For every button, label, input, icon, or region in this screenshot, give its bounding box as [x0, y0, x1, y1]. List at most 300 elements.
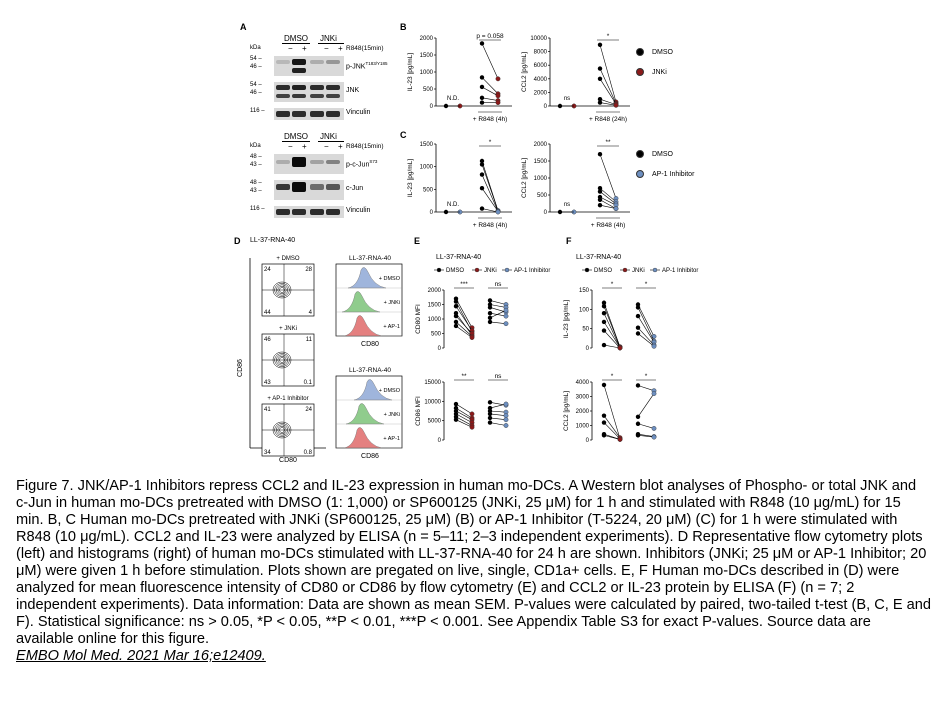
y-tick-label: 0 — [429, 104, 433, 110]
pair-line — [490, 313, 506, 316]
panel-c-letter: C — [400, 130, 407, 140]
blot-protein-label: p-c-Jun — [346, 161, 370, 169]
data-point — [636, 415, 640, 419]
legend-label: AP-1 Inhibitor — [662, 268, 699, 274]
y-tick-label: 0 — [437, 346, 441, 352]
blot-band — [326, 160, 340, 164]
quadrant-value: 28 — [305, 267, 312, 273]
y-tick-label: 5000 — [427, 418, 441, 425]
pair-line — [638, 385, 654, 390]
pair-line — [490, 305, 506, 308]
quadrant-value: 24 — [305, 407, 312, 413]
y-axis-label: IL-23 [pg/mL] — [407, 158, 414, 198]
y-tick-label: 2000 — [575, 409, 589, 415]
data-point — [602, 413, 606, 417]
blot-marker: 43 – — [250, 188, 262, 194]
pair-line — [456, 408, 472, 418]
flow-plot-label: + AP-1 Inhibitor — [267, 396, 309, 402]
legend-label: JNKi — [484, 268, 497, 274]
y-tick-label: 1000 — [419, 70, 433, 76]
blot-treatment-label: R848(15min) — [346, 45, 384, 52]
data-point — [488, 416, 492, 420]
data-point — [602, 320, 606, 324]
data-point — [652, 391, 656, 395]
quadrant-value: 4 — [308, 310, 312, 316]
blot-band — [326, 209, 340, 215]
flow-x-axis-label: CD80 — [279, 457, 297, 464]
blot-kda-label: kDa — [250, 45, 261, 51]
blot-band — [292, 209, 306, 215]
y-tick-label: 500 — [536, 193, 547, 199]
y-tick-label: 1500 — [533, 159, 547, 165]
data-point — [598, 152, 602, 156]
data-point — [496, 77, 500, 81]
western-blot-2 — [244, 130, 409, 215]
pair-line — [490, 418, 506, 420]
blot-band — [310, 209, 324, 215]
data-point — [496, 94, 500, 98]
pair-line — [600, 205, 616, 208]
data-point — [598, 203, 602, 207]
blot-band — [292, 85, 306, 90]
y-tick-label: 1500 — [419, 142, 433, 148]
blot-band — [292, 68, 306, 73]
data-point — [480, 206, 484, 210]
y-tick-label: 1000 — [419, 164, 433, 171]
blot-sign: − — [288, 142, 293, 151]
flow-y-axis-label: CD86 — [237, 359, 244, 377]
pair-line — [490, 404, 506, 408]
panel-f-charts — [562, 262, 712, 470]
annotation-right: p = 0.058 — [476, 33, 504, 40]
data-point — [454, 418, 458, 422]
data-point — [618, 346, 622, 350]
y-tick-label: 0 — [437, 438, 441, 444]
blot-band — [326, 94, 340, 98]
blot-marker: 48 – — [250, 154, 262, 160]
blot-protein-label: p-JNK — [346, 63, 366, 71]
blot-protein-label: Vinculin — [346, 109, 371, 116]
pair-line — [490, 300, 506, 304]
significance-label: ns — [494, 281, 502, 288]
blot-kda-label: kDa — [250, 143, 261, 149]
blot-protein-label: c-Jun — [346, 185, 364, 192]
blot-sign: − — [288, 44, 293, 53]
data-point — [480, 85, 484, 89]
pair-line — [482, 43, 498, 78]
data-point — [454, 320, 458, 324]
blot-band — [276, 85, 290, 90]
data-point — [598, 66, 602, 70]
blot-band — [310, 111, 324, 117]
data-point — [488, 316, 492, 320]
y-tick-label: 2000 — [427, 288, 441, 294]
blot-band — [292, 94, 306, 98]
panel-f-title: LL-37-RNA-40 — [576, 254, 622, 261]
blot-band — [276, 111, 290, 117]
pair-line — [490, 414, 506, 416]
pair-line — [600, 154, 616, 198]
legend-label: DMSO — [652, 48, 673, 56]
significance-label: *** — [460, 281, 468, 288]
data-point — [602, 304, 606, 308]
data-point — [598, 198, 602, 202]
data-point — [504, 413, 508, 417]
blot-band — [310, 184, 324, 190]
y-tick-label: 4000 — [575, 380, 589, 386]
legend-marker — [585, 268, 589, 272]
blot-sign: + — [338, 44, 343, 53]
blot-row-label — [346, 61, 387, 70]
pair-line — [482, 175, 498, 212]
pair-line — [482, 164, 498, 210]
data-point — [602, 433, 606, 437]
legend-marker — [505, 268, 509, 272]
y-tick-label: 2000 — [533, 90, 547, 97]
data-point — [636, 314, 640, 318]
quadrant-value: 46 — [264, 337, 271, 343]
figure-caption — [16, 478, 931, 665]
y-axis-label: IL-23 [pg/mL] — [407, 52, 414, 92]
y-tick-label: 500 — [422, 87, 433, 93]
panel-e-charts — [414, 262, 564, 470]
blot-band — [276, 94, 290, 98]
caption-text: Figure 7. JNK/AP-1 Inhibitors repress CCL2 and IL-23 expression in human mo-DCs. A Western blot analyses of Phospho- or total JNK and c-Jun in human mo-DCs pretreated with DMSO (1: 1,000) or SP600125 (JNKi, 25 μM) for 1 h and stimulated with R848 (10 μg/mL) for 15 min. B, C Human mo-DCs pretreated with JNKi (SP600125, 25 μM) (B) or AP-1 Inhibitor (T-5224, 20 μM) (C) for 1 h were stimulated with R848 (10 μg/mL). CCL2 and IL-23 were analyzed by ELISA (n = 5–11; 2–3 independent experiments). D Representative flow cytometry plots (left) and histograms (right) of human mo-DCs stimulated with LL-37-RNA-40 for 24 h are shown. Inhibitors (JNKi; 25 μM or AP-1 Inhibitor; 20 μM) were given 1 h before stimulation. Plots shown are pregated on live, single, CD1a+ cells. E, F Human mo-DCs described in (D) were analyzed for mean fluorescence intensity of CD80 or CD86 by flow cytometry (E) and CCL2 or IL-23 protein by ELISA (F) (n = 7; 2 independent experiments). Data information: Data are shown as mean SEM. P-values were calculated by paired, two-tailed t-test (B, C, E and F). Statistical significance: ns > 0.05, *P < 0.05, **P < 0.01, ***P < 0.001. See Appendix Table S3 for exact P-values. Source data are available online for this figure. — [16, 478, 931, 647]
y-tick-label: 2000 — [419, 36, 433, 42]
pair-line — [490, 411, 506, 412]
blot-band — [292, 157, 306, 167]
pair-line — [604, 435, 620, 439]
data-point — [504, 321, 508, 325]
data-point — [618, 437, 622, 441]
data-point — [598, 189, 602, 193]
blot-group-jnki: JNKi — [320, 132, 337, 141]
data-point — [488, 420, 492, 424]
annotation-right: * — [606, 33, 610, 40]
histogram-title: LL-37-RNA-40 — [349, 367, 391, 374]
data-point — [602, 343, 606, 347]
blot-marker: 116 – — [250, 206, 265, 212]
y-tick-label: 10000 — [424, 399, 441, 406]
legend-item — [636, 150, 673, 158]
y-axis-label: CCL2 [pg/mL] — [563, 390, 570, 432]
legend-item — [636, 48, 673, 56]
histogram-label: + JNKi — [383, 412, 400, 418]
histogram-x-label: CD86 — [361, 453, 379, 460]
y-tick-label: 6000 — [533, 63, 547, 70]
blot-row-label — [346, 185, 363, 192]
quadrant-value: 24 — [264, 267, 271, 273]
legend-label: AP-1 Inhibitor — [514, 268, 551, 274]
y-tick-label: 10000 — [530, 36, 547, 42]
blot-group-dmso: DMSO — [284, 34, 308, 43]
y-tick-label: 1000 — [575, 423, 589, 430]
legend-item — [636, 68, 667, 76]
y-axis-label: CCL2 [pg/mL] — [521, 51, 528, 93]
panel-c-il23-chart — [406, 134, 520, 234]
data-point — [470, 425, 474, 429]
blot-band — [326, 184, 340, 190]
pair-line — [638, 394, 654, 417]
blot-strip — [274, 206, 344, 218]
data-point — [636, 422, 640, 426]
quadrant-value: 34 — [264, 450, 271, 456]
significance-label: * — [644, 373, 648, 380]
data-point — [488, 298, 492, 302]
data-point — [480, 162, 484, 166]
data-point — [598, 77, 602, 81]
legend-marker — [437, 268, 441, 272]
data-point — [598, 100, 602, 104]
data-point — [504, 314, 508, 318]
quadrant-value: 43 — [264, 380, 271, 386]
significance-label: * — [610, 373, 614, 380]
blot-band — [310, 60, 324, 64]
annotation-left: ns — [563, 96, 571, 102]
y-tick-label: 0 — [585, 438, 589, 444]
quadrant-value: 41 — [264, 407, 271, 413]
panel-b-ccl2-chart — [520, 28, 642, 128]
blot-protein-label: Vinculin — [346, 207, 371, 214]
data-point — [454, 324, 458, 328]
blot-band — [326, 60, 340, 64]
data-point — [636, 383, 640, 387]
pair-line — [604, 416, 620, 438]
panel-d-histograms — [330, 248, 410, 470]
data-point — [652, 344, 656, 348]
y-tick-label: 8000 — [533, 49, 547, 56]
panel-f-letter: F — [566, 236, 572, 246]
quadrant-value: 44 — [264, 310, 271, 316]
significance-label: ** — [461, 373, 467, 380]
data-point — [496, 210, 500, 214]
blot-strip — [274, 82, 344, 102]
data-point — [488, 305, 492, 309]
data-point — [470, 335, 474, 339]
citation-link[interactable]: EMBO Mol Med. 2021 Mar 16;e12409. — [16, 648, 266, 664]
panel-d-flow-plots — [234, 248, 330, 470]
data-point — [454, 402, 458, 406]
y-tick-label: 0 — [543, 104, 547, 110]
blot-protein-label: JNK — [346, 87, 360, 94]
y-tick-label: 3000 — [575, 394, 589, 401]
western-blot-1 — [244, 32, 409, 127]
pair-line — [482, 98, 498, 101]
legend-label: DMSO — [446, 268, 464, 274]
legend-marker — [636, 170, 644, 178]
annotation-left: ns — [563, 202, 571, 208]
data-point — [602, 383, 606, 387]
data-point — [636, 331, 640, 335]
blot-marker: 54 – — [250, 82, 262, 88]
annotation-left: N.D. — [447, 202, 459, 208]
panel-d-title: LL-37-RNA-40 — [250, 237, 296, 244]
blot-row-label — [346, 159, 377, 168]
blot-strip — [274, 180, 344, 200]
panel-b-letter: B — [400, 22, 407, 32]
y-tick-label: 0 — [429, 210, 433, 216]
blot-row-label — [346, 87, 359, 94]
blot-sign: − — [324, 142, 329, 151]
data-point — [454, 299, 458, 303]
data-point — [636, 326, 640, 330]
annotation-right: * — [488, 139, 492, 146]
flow-plot-label: + JNKi — [279, 326, 297, 332]
blot-marker: 116 – — [250, 108, 265, 114]
y-tick-label: 0 — [585, 346, 589, 352]
blot-sign: + — [338, 142, 343, 151]
data-point — [504, 423, 508, 427]
blot-band — [292, 182, 306, 192]
blot-sign: + — [302, 44, 307, 53]
data-point — [602, 328, 606, 332]
data-point — [614, 103, 618, 107]
data-point — [488, 412, 492, 416]
pair-line — [600, 188, 616, 202]
data-point — [504, 418, 508, 422]
pair-line — [638, 424, 654, 429]
legend-marker — [636, 68, 644, 76]
data-point — [614, 206, 618, 210]
y-tick-label: 150 — [578, 288, 589, 294]
histogram-x-label: CD80 — [361, 341, 379, 348]
pair-line — [482, 188, 498, 211]
blot-marker: 54 – — [250, 56, 262, 62]
blot-band — [276, 184, 290, 190]
data-point — [454, 314, 458, 318]
blot-band — [276, 60, 290, 64]
y-axis-label: CCL2 [pg/mL] — [521, 157, 528, 199]
data-point — [496, 100, 500, 104]
blot-row-label — [346, 207, 370, 214]
blot-treatment-label: R848(15min) — [346, 143, 384, 150]
data-point — [488, 400, 492, 404]
blot-band — [292, 59, 306, 65]
pair-line — [490, 423, 506, 426]
data-point — [602, 311, 606, 315]
data-point — [454, 304, 458, 308]
y-tick-label: 1000 — [427, 317, 441, 323]
y-tick-label: 500 — [422, 187, 433, 194]
blot-protein-sup: S73 — [369, 159, 378, 164]
legend-marker — [475, 268, 479, 272]
data-point — [480, 96, 484, 100]
blot-band — [326, 85, 340, 90]
legend-marker — [636, 150, 644, 158]
data-point — [636, 433, 640, 437]
significance-label: * — [610, 281, 614, 288]
panel-b-il23-chart — [406, 28, 520, 128]
quadrant-value: 0.1 — [303, 380, 312, 386]
histogram-label: + DMSO — [378, 276, 400, 282]
data-point — [488, 311, 492, 315]
data-point — [488, 320, 492, 324]
y-tick-label: 0 — [543, 210, 547, 216]
pair-line — [604, 313, 620, 347]
blot-marker: 43 – — [250, 162, 262, 168]
data-point — [470, 412, 474, 416]
legend-label: DMSO — [594, 268, 612, 274]
legend-marker — [636, 48, 644, 56]
quadrant-value: 11 — [305, 337, 312, 343]
pair-line — [482, 209, 498, 212]
y-axis-label: CD80 MFI — [415, 304, 422, 334]
x-axis-label: + R848 (24h) — [588, 116, 628, 123]
data-point — [480, 75, 484, 79]
blot-marker: 46 – — [250, 90, 262, 96]
y-axis-label: IL-23 [pg/mL] — [563, 299, 570, 339]
blot-group-dmso: DMSO — [284, 132, 308, 141]
data-point — [652, 426, 656, 430]
significance-label: ns — [494, 373, 502, 380]
x-axis-label: + R848 (4h) — [472, 222, 508, 229]
data-point — [480, 172, 484, 176]
blot-row-label — [346, 109, 370, 116]
blot-band — [276, 160, 290, 164]
legend-label: JNKi — [652, 68, 667, 76]
flow-plot-label: + DMSO — [276, 256, 300, 262]
data-point — [598, 43, 602, 47]
annotation-left: N.D. — [447, 96, 459, 102]
panel-c-ccl2-chart — [520, 134, 642, 234]
blot-band — [326, 111, 340, 117]
legend-item — [636, 170, 694, 178]
histogram-label: + AP-1 — [383, 436, 400, 442]
quadrant-value: 0.8 — [303, 450, 312, 456]
histogram-label: + JNKi — [383, 300, 400, 306]
pair-line — [600, 192, 616, 204]
histogram-title: LL-37-RNA-40 — [349, 255, 391, 262]
data-point — [480, 186, 484, 190]
data-point — [602, 420, 606, 424]
blot-strip — [274, 108, 344, 120]
data-point — [504, 308, 508, 312]
panel-a-letter: A — [240, 22, 247, 32]
y-tick-label: 1500 — [427, 302, 441, 309]
y-tick-label: 500 — [430, 331, 441, 338]
data-point — [636, 305, 640, 309]
blot-group-jnki: JNKi — [320, 34, 337, 43]
y-tick-label: 1500 — [419, 53, 433, 59]
y-axis-label: CD86 MFI — [415, 396, 422, 426]
data-point — [504, 402, 508, 406]
pair-line — [456, 299, 472, 328]
x-axis-label: + R848 (4h) — [590, 222, 626, 229]
pair-line — [490, 322, 506, 324]
blot-band — [310, 85, 324, 90]
blot-strip — [274, 56, 344, 76]
histogram-label: + DMSO — [378, 388, 400, 394]
y-tick-label: 15000 — [424, 380, 441, 386]
blot-band — [276, 209, 290, 215]
legend-label: AP-1 Inhibitor — [652, 170, 695, 178]
panel-d-letter: D — [234, 236, 241, 246]
legend-marker — [623, 268, 627, 272]
y-tick-label: 1000 — [533, 176, 547, 182]
y-tick-label: 50 — [582, 326, 589, 333]
data-point — [652, 435, 656, 439]
panel-e-letter: E — [414, 236, 421, 246]
data-point — [480, 41, 484, 45]
blot-band — [310, 160, 324, 164]
data-point — [480, 100, 484, 104]
significance-label: * — [644, 281, 648, 288]
y-tick-label: 100 — [578, 307, 589, 314]
blot-strip — [274, 154, 344, 174]
y-tick-label: 4000 — [533, 76, 547, 83]
legend-label: DMSO — [652, 150, 673, 158]
blot-band — [292, 111, 306, 117]
